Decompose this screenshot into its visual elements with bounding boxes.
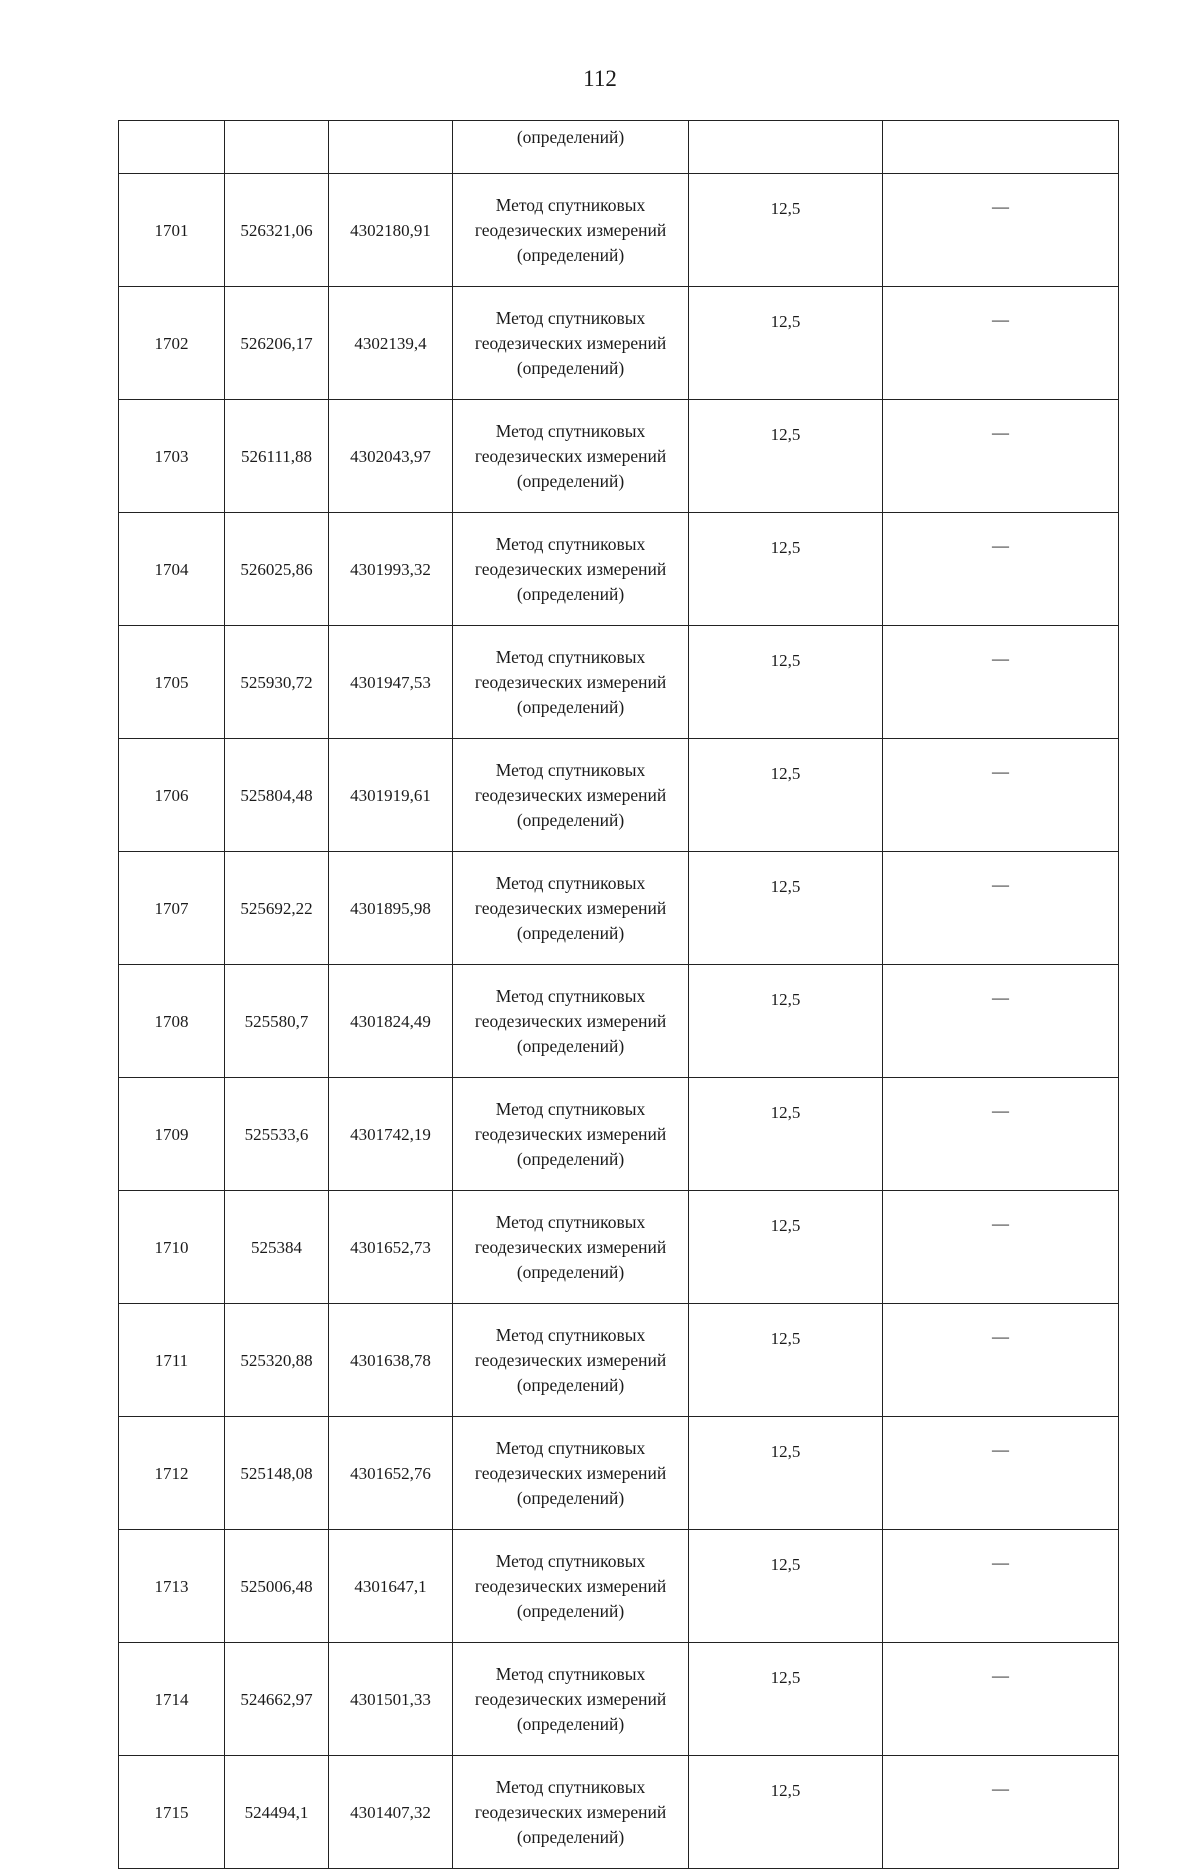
method-line: геодезических измерений bbox=[474, 1688, 667, 1709]
description-cell: — bbox=[883, 513, 1119, 626]
method-cell bbox=[453, 287, 689, 400]
accuracy-cell: 12,5 bbox=[689, 513, 883, 626]
method-line: геодезических измерений bbox=[474, 332, 667, 353]
method-line: геодезических измерений bbox=[474, 558, 667, 579]
method-line: Метод спутниковых bbox=[495, 872, 646, 893]
accuracy-cell: 12,5 bbox=[689, 287, 883, 400]
x-coordinate-cell: 526111,88 bbox=[225, 400, 329, 513]
y-coordinate-cell: 4301919,61 bbox=[329, 739, 453, 852]
x-coordinate-cell: 525533,6 bbox=[225, 1078, 329, 1191]
method-line: (определений) bbox=[516, 922, 625, 943]
method-line: Метод спутниковых bbox=[495, 759, 646, 780]
description-cell: — bbox=[883, 852, 1119, 965]
y-coordinate-cell: 4301647,1 bbox=[329, 1530, 453, 1643]
method-line: Метод спутниковых bbox=[495, 420, 646, 441]
x-coordinate-cell: 525384 bbox=[225, 1191, 329, 1304]
description-cell: — bbox=[883, 739, 1119, 852]
table-row bbox=[119, 626, 1119, 739]
method-line: геодезических измерений bbox=[474, 219, 667, 240]
accuracy-cell: 12,5 bbox=[689, 1304, 883, 1417]
table-body bbox=[119, 121, 1119, 1869]
method-cell bbox=[453, 1191, 689, 1304]
point-number-cell: 1709 bbox=[119, 1078, 225, 1191]
method-line: геодезических измерений bbox=[474, 1349, 667, 1370]
carryover-row bbox=[119, 121, 1119, 174]
description-cell: — bbox=[883, 1756, 1119, 1869]
y-coordinate-cell bbox=[329, 121, 453, 174]
y-coordinate-cell: 4301652,73 bbox=[329, 1191, 453, 1304]
method-line: Метод спутниковых bbox=[495, 533, 646, 554]
method-line: геодезических измерений bbox=[474, 1236, 667, 1257]
accuracy-cell: 12,5 bbox=[689, 1643, 883, 1756]
table-row bbox=[119, 1756, 1119, 1869]
accuracy-cell: 12,5 bbox=[689, 400, 883, 513]
method-line: (определений) bbox=[516, 1713, 625, 1734]
x-coordinate-cell bbox=[225, 121, 329, 174]
accuracy-cell bbox=[689, 121, 883, 174]
table-row bbox=[119, 1530, 1119, 1643]
x-coordinate-cell: 524494,1 bbox=[225, 1756, 329, 1869]
method-cell bbox=[453, 1417, 689, 1530]
method-line: геодезических измерений bbox=[474, 1123, 667, 1144]
method-line: Метод спутниковых bbox=[495, 1550, 646, 1571]
y-coordinate-cell: 4301652,76 bbox=[329, 1417, 453, 1530]
description-cell: — bbox=[883, 1643, 1119, 1756]
point-number-cell: 1711 bbox=[119, 1304, 225, 1417]
page-number: 112 bbox=[583, 66, 617, 91]
method-line: Метод спутниковых bbox=[495, 985, 646, 1006]
method-line: (определений) bbox=[516, 1374, 625, 1395]
x-coordinate-cell: 524662,97 bbox=[225, 1643, 329, 1756]
point-number-cell: 1703 bbox=[119, 400, 225, 513]
y-coordinate-cell: 4301407,32 bbox=[329, 1756, 453, 1869]
method-line: геодезических измерений bbox=[474, 1462, 667, 1483]
y-coordinate-cell: 4302043,97 bbox=[329, 400, 453, 513]
method-line: (определений) bbox=[516, 809, 625, 830]
accuracy-cell: 12,5 bbox=[689, 1078, 883, 1191]
method-line: Метод спутниковых bbox=[495, 307, 646, 328]
description-cell: — bbox=[883, 1191, 1119, 1304]
method-line: геодезических измерений bbox=[474, 897, 667, 918]
description-cell: — bbox=[883, 626, 1119, 739]
method-cell bbox=[453, 400, 689, 513]
point-number-cell: 1706 bbox=[119, 739, 225, 852]
x-coordinate-cell: 525320,88 bbox=[225, 1304, 329, 1417]
method-line: геодезических измерений bbox=[474, 1010, 667, 1031]
method-line: (определений) bbox=[516, 583, 625, 604]
x-coordinate-cell: 525580,7 bbox=[225, 965, 329, 1078]
method-line: геодезических измерений bbox=[474, 784, 667, 805]
method-cell bbox=[453, 1756, 689, 1869]
description-cell: — bbox=[883, 1417, 1119, 1530]
method-line: геодезических измерений bbox=[474, 1575, 667, 1596]
method-line: Метод спутниковых bbox=[495, 1324, 646, 1345]
table-row bbox=[119, 1304, 1119, 1417]
method-cell: (определений) bbox=[453, 121, 689, 174]
y-coordinate-cell: 4301993,32 bbox=[329, 513, 453, 626]
method-line: (определений) bbox=[516, 357, 625, 378]
description-cell: — bbox=[883, 287, 1119, 400]
point-number-cell: 1704 bbox=[119, 513, 225, 626]
accuracy-cell: 12,5 bbox=[689, 1417, 883, 1530]
accuracy-cell: 12,5 bbox=[689, 1530, 883, 1643]
point-number-cell: 1707 bbox=[119, 852, 225, 965]
method-cell bbox=[453, 1078, 689, 1191]
table-row bbox=[119, 1078, 1119, 1191]
method-line: (определений) bbox=[516, 696, 625, 717]
accuracy-cell: 12,5 bbox=[689, 174, 883, 287]
x-coordinate-cell: 525006,48 bbox=[225, 1530, 329, 1643]
method-line: (определений) bbox=[516, 1261, 625, 1282]
table-row bbox=[119, 400, 1119, 513]
method-line: Метод спутниковых bbox=[495, 1211, 646, 1232]
method-line: (определений) bbox=[516, 1600, 625, 1621]
x-coordinate-cell: 525804,48 bbox=[225, 739, 329, 852]
method-line: геодезических измерений bbox=[474, 445, 667, 466]
description-cell: — bbox=[883, 174, 1119, 287]
method-line: геодезических измерений bbox=[474, 671, 667, 692]
method-cell bbox=[453, 1530, 689, 1643]
accuracy-cell: 12,5 bbox=[689, 965, 883, 1078]
method-cell bbox=[453, 1304, 689, 1417]
method-line: Метод спутниковых bbox=[495, 1663, 646, 1684]
point-number-cell: 1713 bbox=[119, 1530, 225, 1643]
accuracy-cell: 12,5 bbox=[689, 852, 883, 965]
x-coordinate-cell: 526321,06 bbox=[225, 174, 329, 287]
method-line: (определений) bbox=[516, 244, 625, 265]
y-coordinate-cell: 4301824,49 bbox=[329, 965, 453, 1078]
description-cell: — bbox=[883, 1304, 1119, 1417]
method-line: Метод спутниковых bbox=[495, 646, 646, 667]
point-number-cell: 1710 bbox=[119, 1191, 225, 1304]
y-coordinate-cell: 4301638,78 bbox=[329, 1304, 453, 1417]
x-coordinate-cell: 526206,17 bbox=[225, 287, 329, 400]
x-coordinate-cell: 525148,08 bbox=[225, 1417, 329, 1530]
x-coordinate-cell: 526025,86 bbox=[225, 513, 329, 626]
table-row bbox=[119, 1191, 1119, 1304]
point-number-cell bbox=[119, 121, 225, 174]
x-coordinate-cell: 525692,22 bbox=[225, 852, 329, 965]
method-cell bbox=[453, 513, 689, 626]
point-number-cell: 1714 bbox=[119, 1643, 225, 1756]
method-cell bbox=[453, 626, 689, 739]
accuracy-cell: 12,5 bbox=[689, 1756, 883, 1869]
table-row bbox=[119, 513, 1119, 626]
y-coordinate-cell: 4301947,53 bbox=[329, 626, 453, 739]
method-cell bbox=[453, 1643, 689, 1756]
table-row bbox=[119, 287, 1119, 400]
method-line: (определений) bbox=[516, 1487, 625, 1508]
table-row bbox=[119, 739, 1119, 852]
method-line: (определений) bbox=[516, 1826, 625, 1847]
y-coordinate-cell: 4302180,91 bbox=[329, 174, 453, 287]
method-line: геодезических измерений bbox=[474, 1801, 667, 1822]
description-cell: — bbox=[883, 400, 1119, 513]
method-cell bbox=[453, 965, 689, 1078]
description-cell: — bbox=[883, 1078, 1119, 1191]
x-coordinate-cell: 525930,72 bbox=[225, 626, 329, 739]
y-coordinate-cell: 4302139,4 bbox=[329, 287, 453, 400]
method-line: Метод спутниковых bbox=[495, 194, 646, 215]
description-cell: — bbox=[883, 965, 1119, 1078]
table-row bbox=[119, 1417, 1119, 1530]
coordinates-table bbox=[118, 120, 1119, 1869]
description-cell bbox=[883, 121, 1119, 174]
point-number-cell: 1712 bbox=[119, 1417, 225, 1530]
description-cell: — bbox=[883, 1530, 1119, 1643]
accuracy-cell: 12,5 bbox=[689, 739, 883, 852]
point-number-cell: 1702 bbox=[119, 287, 225, 400]
method-line: (определений) bbox=[516, 1035, 625, 1056]
method-line: Метод спутниковых bbox=[495, 1776, 646, 1797]
y-coordinate-cell: 4301742,19 bbox=[329, 1078, 453, 1191]
point-number-cell: 1715 bbox=[119, 1756, 225, 1869]
method-cell bbox=[453, 174, 689, 287]
method-line: (определений) bbox=[516, 470, 625, 491]
accuracy-cell: 12,5 bbox=[689, 626, 883, 739]
table-row bbox=[119, 174, 1119, 287]
method-cell bbox=[453, 852, 689, 965]
table-row bbox=[119, 1643, 1119, 1756]
table-row bbox=[119, 965, 1119, 1078]
accuracy-cell: 12,5 bbox=[689, 1191, 883, 1304]
point-number-cell: 1708 bbox=[119, 965, 225, 1078]
table-row bbox=[119, 852, 1119, 965]
method-line: (определений) bbox=[516, 1148, 625, 1169]
point-number-cell: 1701 bbox=[119, 174, 225, 287]
method-line: Метод спутниковых bbox=[495, 1098, 646, 1119]
y-coordinate-cell: 4301501,33 bbox=[329, 1643, 453, 1756]
method-cell bbox=[453, 739, 689, 852]
method-line: Метод спутниковых bbox=[495, 1437, 646, 1458]
y-coordinate-cell: 4301895,98 bbox=[329, 852, 453, 965]
point-number-cell: 1705 bbox=[119, 626, 225, 739]
